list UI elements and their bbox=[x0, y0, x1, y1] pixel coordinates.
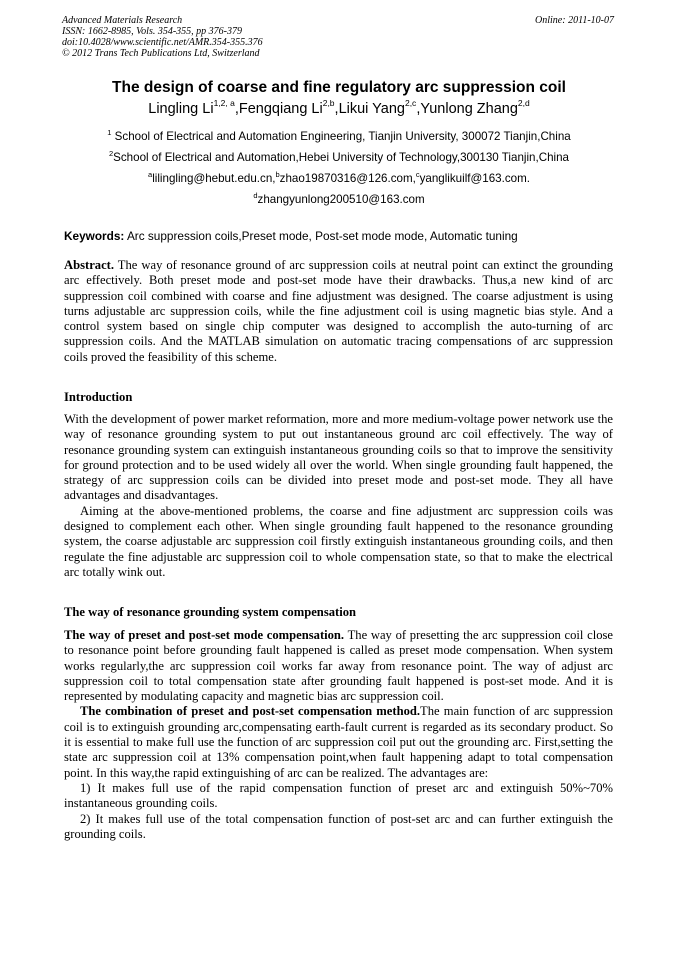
keywords-text: Arc suppression coils,Preset mode, Post-set mode mode, Automatic tuning bbox=[124, 229, 518, 243]
email-mark: d bbox=[253, 191, 258, 200]
author-list bbox=[0, 98, 678, 117]
email-address: yanglikuilf@163.com. bbox=[419, 172, 530, 185]
paragraph-text: The main function of arc suppression coil is to extinguish grounding arc,compensating earth-fault current is regarded as its secondary product. So it is essential to make full use the function of arc suppression coil put out the grounding arc. First,setting the state arc suppression coil at 13% compensation point,when fault happening adapt to total compensation point. In this way,the rapid extinguishing of arc can be realized. The advantages are: bbox=[64, 704, 613, 780]
section-body bbox=[64, 628, 613, 842]
journal-header bbox=[62, 15, 263, 59]
paragraph-text: The way of presetting the arc suppression coil close to resonance point before grounding fault happened is called as preset mode compensation. When system works regularly,the arc suppression coil works far away from resonance point. The way of adjust arc suppression coil to total compensation state after grounding fault happened is post-set mode. And it is represented by modulating capacity and magnetic bias arc suppression coil. bbox=[64, 628, 613, 704]
author-emails bbox=[0, 172, 678, 185]
paragraph-lead: The combination of preset and post-set compensation method. bbox=[80, 704, 421, 719]
author-name: Likui Yang bbox=[338, 101, 405, 117]
author-name: Yunlong Zhang bbox=[420, 101, 518, 117]
author-name: Fengqiang Li bbox=[238, 101, 323, 117]
affiliation-1 bbox=[0, 130, 678, 143]
journal-name: Advanced Materials Research bbox=[62, 15, 183, 26]
abstract-text: The way of resonance ground of arc suppression coils at neutral point can extinct the grounding arc effectively. Both preset mode and post-set mode have their drawbacks. Thus,a new kind of arc suppression coil combined with coarse and fine adjustment was designed. The coarse adjustment is using turns adjustable arc suppression coils, while the fine adjustment coil is using magnetic bias style. And a control system based on single chip computer was designed to accomplish the auto-turning of arc suppression coils. And the MATLAB simulation on automatic tracing compensations of arc suppression coils proved the feasibility of this scheme. bbox=[64, 258, 613, 364]
email-address: zhao19870316@126.com, bbox=[279, 172, 416, 185]
paragraph bbox=[64, 628, 613, 704]
abstract-label: Abstract. bbox=[64, 258, 115, 272]
affiliation-mark: 2 bbox=[108, 149, 114, 158]
affiliation-mark: 1 bbox=[107, 128, 112, 137]
abstract bbox=[64, 258, 613, 365]
email-mark: a bbox=[148, 170, 153, 179]
affiliation-2 bbox=[0, 151, 678, 164]
email-mark: c bbox=[415, 170, 420, 179]
email-mark: b bbox=[275, 170, 280, 179]
author-separator: , bbox=[334, 101, 339, 117]
keywords-label: Keywords: bbox=[64, 229, 125, 243]
affiliation-text: School of Electrical and Automation,Hebei University of Technology,300130 Tianjin,China bbox=[113, 151, 570, 164]
author-separator: , bbox=[416, 101, 421, 117]
author-email-2 bbox=[0, 193, 678, 206]
copyright-line: © 2012 Trans Tech Publications Ltd, Switzerland bbox=[62, 48, 260, 59]
paragraph: Aiming at the above-mentioned problems, the coarse and fine adjustment arc suppression coils was designed to complement each other. When single grounding fault happened to the resonance grounding system, the coarse adjustable arc suppression coil firstly extinguish instantaneous grounding coils, and then regulate the fine adjustable arc suppression coil to whole compensation state, so that to make the electrical arc totally wink out. bbox=[64, 503, 613, 579]
online-date: Online: 2011-10-07 bbox=[535, 15, 614, 26]
email-address: lilingling@hebut.edu.cn, bbox=[152, 172, 276, 185]
email-address: zhangyunlong200510@163.com bbox=[257, 193, 425, 206]
issn-line: ISSN: 1662-8985, Vols. 354-355, pp 376-379 bbox=[62, 26, 242, 37]
keywords bbox=[64, 229, 518, 243]
list-item: 1) It makes full use of the rapid compensation function of preset arc and extinguish 50%~70% instantaneous grounding coils. bbox=[64, 780, 613, 811]
paper-title: The design of coarse and fine regulatory arc suppression coil bbox=[112, 79, 566, 96]
author-separator: , bbox=[234, 101, 239, 117]
author-affiliation-mark: 1,2, a bbox=[213, 98, 235, 108]
introduction-body bbox=[64, 412, 613, 580]
affiliation-text: School of Electrical and Automation Engineering, Tianjin University, 300072 Tianjin,China bbox=[111, 130, 571, 143]
doi-line: doi:10.4028/www.scientific.net/AMR.354-355.376 bbox=[62, 37, 263, 48]
section-heading: The way of resonance grounding system compensation bbox=[64, 605, 357, 619]
paragraph bbox=[64, 704, 613, 780]
introduction-heading: Introduction bbox=[64, 390, 133, 404]
paragraph-lead: The way of preset and post-set mode compensation. bbox=[64, 628, 345, 642]
author-affiliation-mark: 2,b bbox=[322, 98, 335, 108]
author-affiliation-mark: 2,c bbox=[404, 98, 417, 108]
author-affiliation-mark: 2,d bbox=[517, 98, 530, 108]
list-item: 2) It makes full use of the total compensation function of post-set arc and can further extinguish the grounding coils. bbox=[64, 811, 613, 841]
paragraph: With the development of power market reformation, more and more medium-voltage power network use the way of resonance grounding system to put out instantaneous ground arc coil effectively. The way of resonance grounding system can extinguish instantaneous grounding coils so that to improve the sensitivity for ground protection and to be used widely all over the world. When single grounding fault happened, the strategy of arc suppression coils can be divided into preset mode and post-set mode. They all have advantages and disadvantages. bbox=[64, 412, 613, 503]
author-name: Lingling Li bbox=[148, 101, 214, 117]
